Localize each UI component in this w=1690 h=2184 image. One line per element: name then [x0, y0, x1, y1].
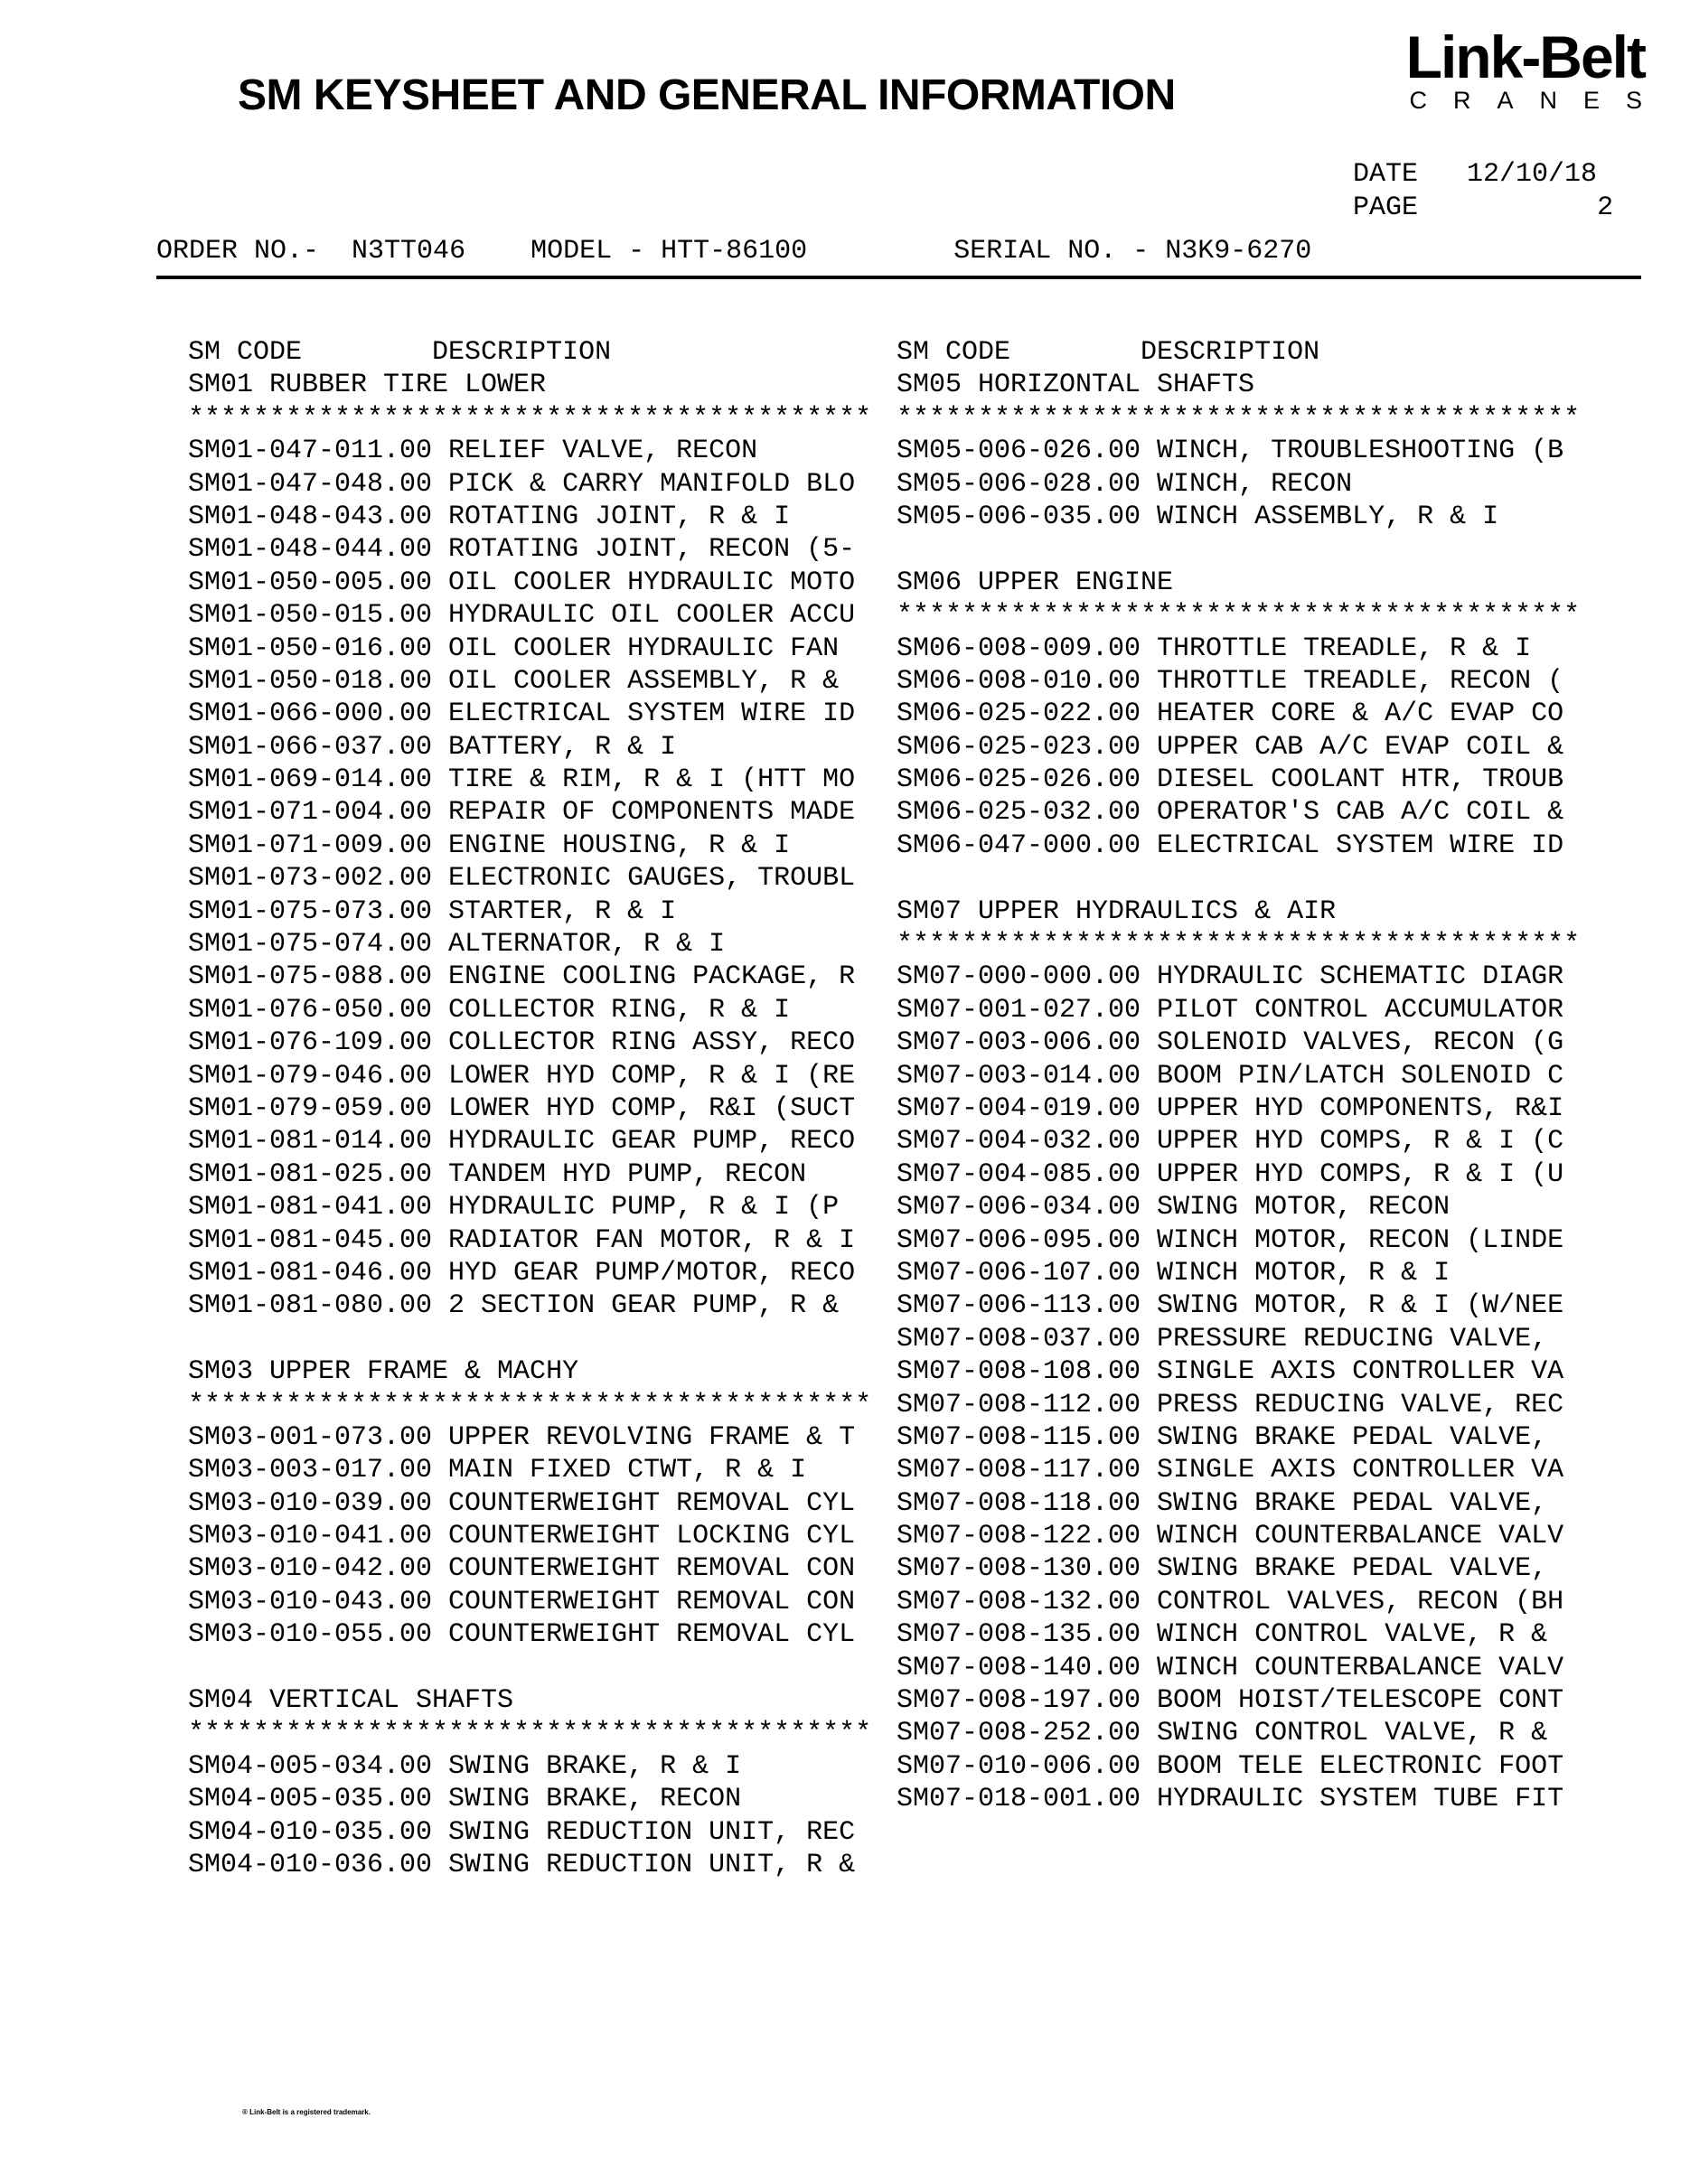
keysheet-line: SM06-008-010.00 THROTTLE TREADLE, RECON ( [897, 665, 1564, 697]
header-divider [156, 276, 1641, 279]
keysheet-line: SM07-000-000.00 HYDRAULIC SCHEMATIC DIAGR [897, 961, 1564, 993]
keysheet-line: SM06 UPPER ENGINE [897, 567, 1174, 598]
keysheet-line: ****************************************** [188, 1718, 872, 1749]
keysheet-line: SM01-081-014.00 HYDRAULIC GEAR PUMP, RECO [188, 1126, 856, 1158]
keysheet-line: SM04 VERTICAL SHAFTS [188, 1685, 514, 1717]
keysheet-line: SM07-008-037.00 PRESSURE REDUCING VALVE, [897, 1323, 1548, 1354]
link-belt-cranes-logo [1338, 23, 1668, 114]
keysheet-line: SM07-004-032.00 UPPER HYD COMPS, R & I (C [897, 1126, 1564, 1158]
keysheet-line: SM01-076-050.00 COLLECTOR RING, R & I [188, 994, 791, 1026]
keysheet-line: SM07-008-108.00 SINGLE AXIS CONTROLLER VA [897, 1356, 1564, 1388]
keysheet-line: ****************************************** [188, 1389, 872, 1420]
right-column [897, 336, 1580, 1816]
keysheet-line: SM07-008-197.00 BOOM HOIST/TELESCOPE CONT [897, 1685, 1564, 1717]
keysheet-line: SM07-006-113.00 SWING MOTOR, R & I (W/NEE [897, 1290, 1564, 1322]
keysheet-line: SM01-071-009.00 ENGINE HOUSING, R & I [188, 830, 791, 861]
keysheet-line: SM03 UPPER FRAME & MACHY [188, 1356, 579, 1388]
keysheet-line: SM07 UPPER HYDRAULICS & AIR [897, 895, 1337, 927]
page-label: PAGE [1353, 192, 1419, 223]
keysheet-line: SM01-066-000.00 ELECTRICAL SYSTEM WIRE ID [188, 698, 856, 730]
keysheet-line: SM01-069-014.00 TIRE & RIM, R & I (HTT MO [188, 764, 856, 796]
date-page-block [1353, 158, 1613, 225]
keysheet-line: SM06-025-032.00 OPERATOR'S CAB A/C COIL & [897, 797, 1564, 829]
keysheet-line: SM01-075-088.00 ENGINE COOLING PACKAGE, R [188, 961, 856, 993]
keysheet-line: SM01-081-041.00 HYDRAULIC PUMP, R & I (P [188, 1192, 840, 1223]
keysheet-line: SM07-008-115.00 SWING BRAKE PEDAL VALVE, [897, 1421, 1548, 1453]
keysheet-line: SM07-008-135.00 WINCH CONTROL VALVE, R & [897, 1619, 1548, 1651]
keysheet-line: SM01-047-048.00 PICK & CARRY MANIFOLD BLO [188, 468, 856, 500]
keysheet-line: SM07-008-112.00 PRESS REDUCING VALVE, REC [897, 1389, 1564, 1420]
keysheet-line [897, 533, 1580, 566]
keysheet-line: SM07-008-130.00 SWING BRAKE PEDAL VALVE, [897, 1553, 1548, 1585]
keysheet-line: SM01-073-002.00 ELECTRONIC GAUGES, TROUBL [188, 863, 856, 895]
keysheet-line: SM01-081-045.00 RADIATOR FAN MOTOR, R & I [188, 1224, 856, 1256]
keysheet-line: SM01 RUBBER TIRE LOWER [188, 370, 547, 401]
date-row [1353, 158, 1613, 192]
logo-subtitle: CRANES [1409, 87, 1668, 114]
keysheet-line: SM01-050-018.00 OIL COOLER ASSEMBLY, R & [188, 665, 840, 697]
keysheet-line: SM04-005-034.00 SWING BRAKE, R & I [188, 1750, 742, 1782]
keysheet-line: SM01-075-073.00 STARTER, R & I [188, 895, 677, 927]
document-title: SM KEYSHEET AND GENERAL INFORMATION [238, 71, 1176, 119]
keysheet-line [188, 1652, 871, 1684]
keysheet-line: SM03-010-043.00 COUNTERWEIGHT REMOVAL CON [188, 1586, 856, 1617]
keysheet-line: SM04-010-035.00 SWING REDUCTION UNIT, REC [188, 1816, 856, 1848]
keysheet-line [897, 862, 1580, 895]
keysheet-line: SM CODE DESCRIPTION [897, 337, 1320, 368]
keysheet-line: SM07-008-122.00 WINCH COUNTERBALANCE VALV [897, 1521, 1564, 1552]
keysheet-line: SM07-008-117.00 SINGLE AXIS CONTROLLER VA [897, 1455, 1564, 1486]
keysheet-line: SM05-006-035.00 WINCH ASSEMBLY, R & I [897, 501, 1499, 532]
keysheet-line: SM06-047-000.00 ELECTRICAL SYSTEM WIRE ID [897, 830, 1564, 861]
keysheet-line: SM06-025-022.00 HEATER CORE & A/C EVAP CO [897, 698, 1564, 730]
keysheet-line: SM04-010-036.00 SWING REDUCTION UNIT, R & [188, 1849, 856, 1880]
keysheet-line: SM01-066-037.00 BATTERY, R & I [188, 731, 677, 763]
keysheet-line: SM01-075-074.00 ALTERNATOR, R & I [188, 929, 726, 961]
keysheet-line: SM03-001-073.00 UPPER REVOLVING FRAME & T [188, 1421, 856, 1453]
keysheet-line: SM07-003-014.00 BOOM PIN/LATCH SOLENOID C [897, 1060, 1564, 1092]
keysheet-line: SM01-081-025.00 TANDEM HYD PUMP, RECON [188, 1158, 807, 1190]
keysheet-line: SM03-010-042.00 COUNTERWEIGHT REMOVAL CON [188, 1553, 856, 1585]
keysheet-line: SM01-048-044.00 ROTATING JOINT, RECON (5- [188, 534, 856, 566]
keysheet-line: SM07-008-252.00 SWING CONTROL VALVE, R & [897, 1718, 1548, 1749]
keysheet-line: SM06-025-023.00 UPPER CAB A/C EVAP COIL & [897, 731, 1564, 763]
keysheet-line: ****************************************** [188, 402, 872, 434]
date-value: 12/10/18 [1467, 159, 1598, 190]
keysheet-line: SM03-010-039.00 COUNTERWEIGHT REMOVAL CYL [188, 1487, 856, 1519]
keysheet-line: SM05 HORIZONTAL SHAFTS [897, 370, 1255, 401]
keysheet-line: SM01-047-011.00 RELIEF VALVE, RECON [188, 436, 758, 467]
model-label: MODEL - [530, 236, 645, 267]
keysheet-line: SM05-006-026.00 WINCH, TROUBLESHOOTING (B [897, 436, 1564, 467]
keysheet-line [188, 1323, 871, 1355]
serial-number: N3K9-6270 [1165, 236, 1312, 267]
keysheet-line: SM07-008-132.00 CONTROL VALVES, RECON (BH [897, 1586, 1564, 1617]
keysheet-line: SM01-079-059.00 LOWER HYD COMP, R&I (SUCT [188, 1092, 856, 1124]
date-label: DATE [1353, 159, 1419, 190]
keysheet-line: SM01-050-015.00 HYDRAULIC OIL COOLER ACCU [188, 600, 856, 632]
order-number: N3TT046 [352, 236, 466, 267]
keysheet-line: SM01-081-080.00 2 SECTION GEAR PUMP, R & [188, 1290, 840, 1322]
keysheet-line: SM07-003-006.00 SOLENOID VALVES, RECON (G [897, 1027, 1564, 1059]
keysheet-line: SM06-025-026.00 DIESEL COOLANT HTR, TROUB [897, 764, 1564, 796]
serial-label: SERIAL NO. - [953, 236, 1150, 267]
keysheet-line: SM01-071-004.00 REPAIR OF COMPONENTS MADE [188, 797, 856, 829]
keysheet-line: ****************************************** [897, 600, 1581, 632]
keysheet-line: SM06-008-009.00 THROTTLE TREADLE, R & I [897, 633, 1532, 664]
keysheet-line: SM04-005-035.00 SWING BRAKE, RECON [188, 1784, 742, 1815]
keysheet-line: SM07-008-140.00 WINCH COUNTERBALANCE VALV [897, 1652, 1564, 1683]
page-value: 2 [1597, 192, 1614, 223]
keysheet-line: SM01-048-043.00 ROTATING JOINT, R & I [188, 501, 791, 532]
keysheet-line: SM07-004-019.00 UPPER HYD COMPONENTS, R&I [897, 1092, 1564, 1124]
keysheet-line: SM01-081-046.00 HYD GEAR PUMP/MOTOR, RECO [188, 1257, 856, 1289]
keysheet-line: SM03-010-041.00 COUNTERWEIGHT LOCKING CYL [188, 1521, 856, 1552]
keysheet-line: SM03-003-017.00 MAIN FIXED CTWT, R & I [188, 1455, 807, 1486]
keysheet-line: SM07-010-006.00 BOOM TELE ELECTRONIC FOOT [897, 1750, 1564, 1782]
keysheet-line: SM01-079-046.00 LOWER HYD COMP, R & I (RE [188, 1060, 856, 1092]
model-value: HTT-86100 [661, 236, 808, 267]
keysheet-line: SM03-010-055.00 COUNTERWEIGHT REMOVAL CYL [188, 1619, 856, 1651]
keysheet-line: SM01-076-109.00 COLLECTOR RING ASSY, RECO [188, 1027, 856, 1059]
keysheet-line: SM CODE DESCRIPTION [188, 337, 612, 368]
keysheet-line: SM07-018-001.00 HYDRAULIC SYSTEM TUBE FIT [897, 1784, 1564, 1815]
keysheet-line: SM07-004-085.00 UPPER HYD COMPS, R & I (U [897, 1158, 1564, 1190]
keysheet-line: SM01-050-005.00 OIL COOLER HYDRAULIC MOTO [188, 567, 856, 598]
page-row [1353, 192, 1613, 225]
keysheet-line: SM07-006-034.00 SWING MOTOR, RECON [897, 1192, 1451, 1223]
keysheet-line: SM05-006-028.00 WINCH, RECON [897, 468, 1353, 500]
order-header-line [156, 236, 1311, 267]
keysheet-line: SM07-008-118.00 SWING BRAKE PEDAL VALVE, [897, 1487, 1548, 1519]
trademark-footnote: ® Link-Belt is a registered trademark. [242, 2108, 371, 2116]
left-column [188, 336, 871, 1881]
order-label: ORDER NO.- [156, 236, 320, 267]
keysheet-line: ****************************************** [897, 402, 1581, 434]
keysheet-line: ****************************************** [897, 929, 1581, 961]
keysheet-line: SM07-006-107.00 WINCH MOTOR, R & I [897, 1257, 1451, 1289]
logo-brand: Link-Belt [1405, 23, 1645, 90]
keysheet-line: SM07-006-095.00 WINCH MOTOR, RECON (LINDE [897, 1224, 1564, 1256]
keysheet-line: SM07-001-027.00 PILOT CONTROL ACCUMULATOR [897, 994, 1564, 1026]
keysheet-line: SM01-050-016.00 OIL COOLER HYDRAULIC FAN [188, 633, 840, 664]
